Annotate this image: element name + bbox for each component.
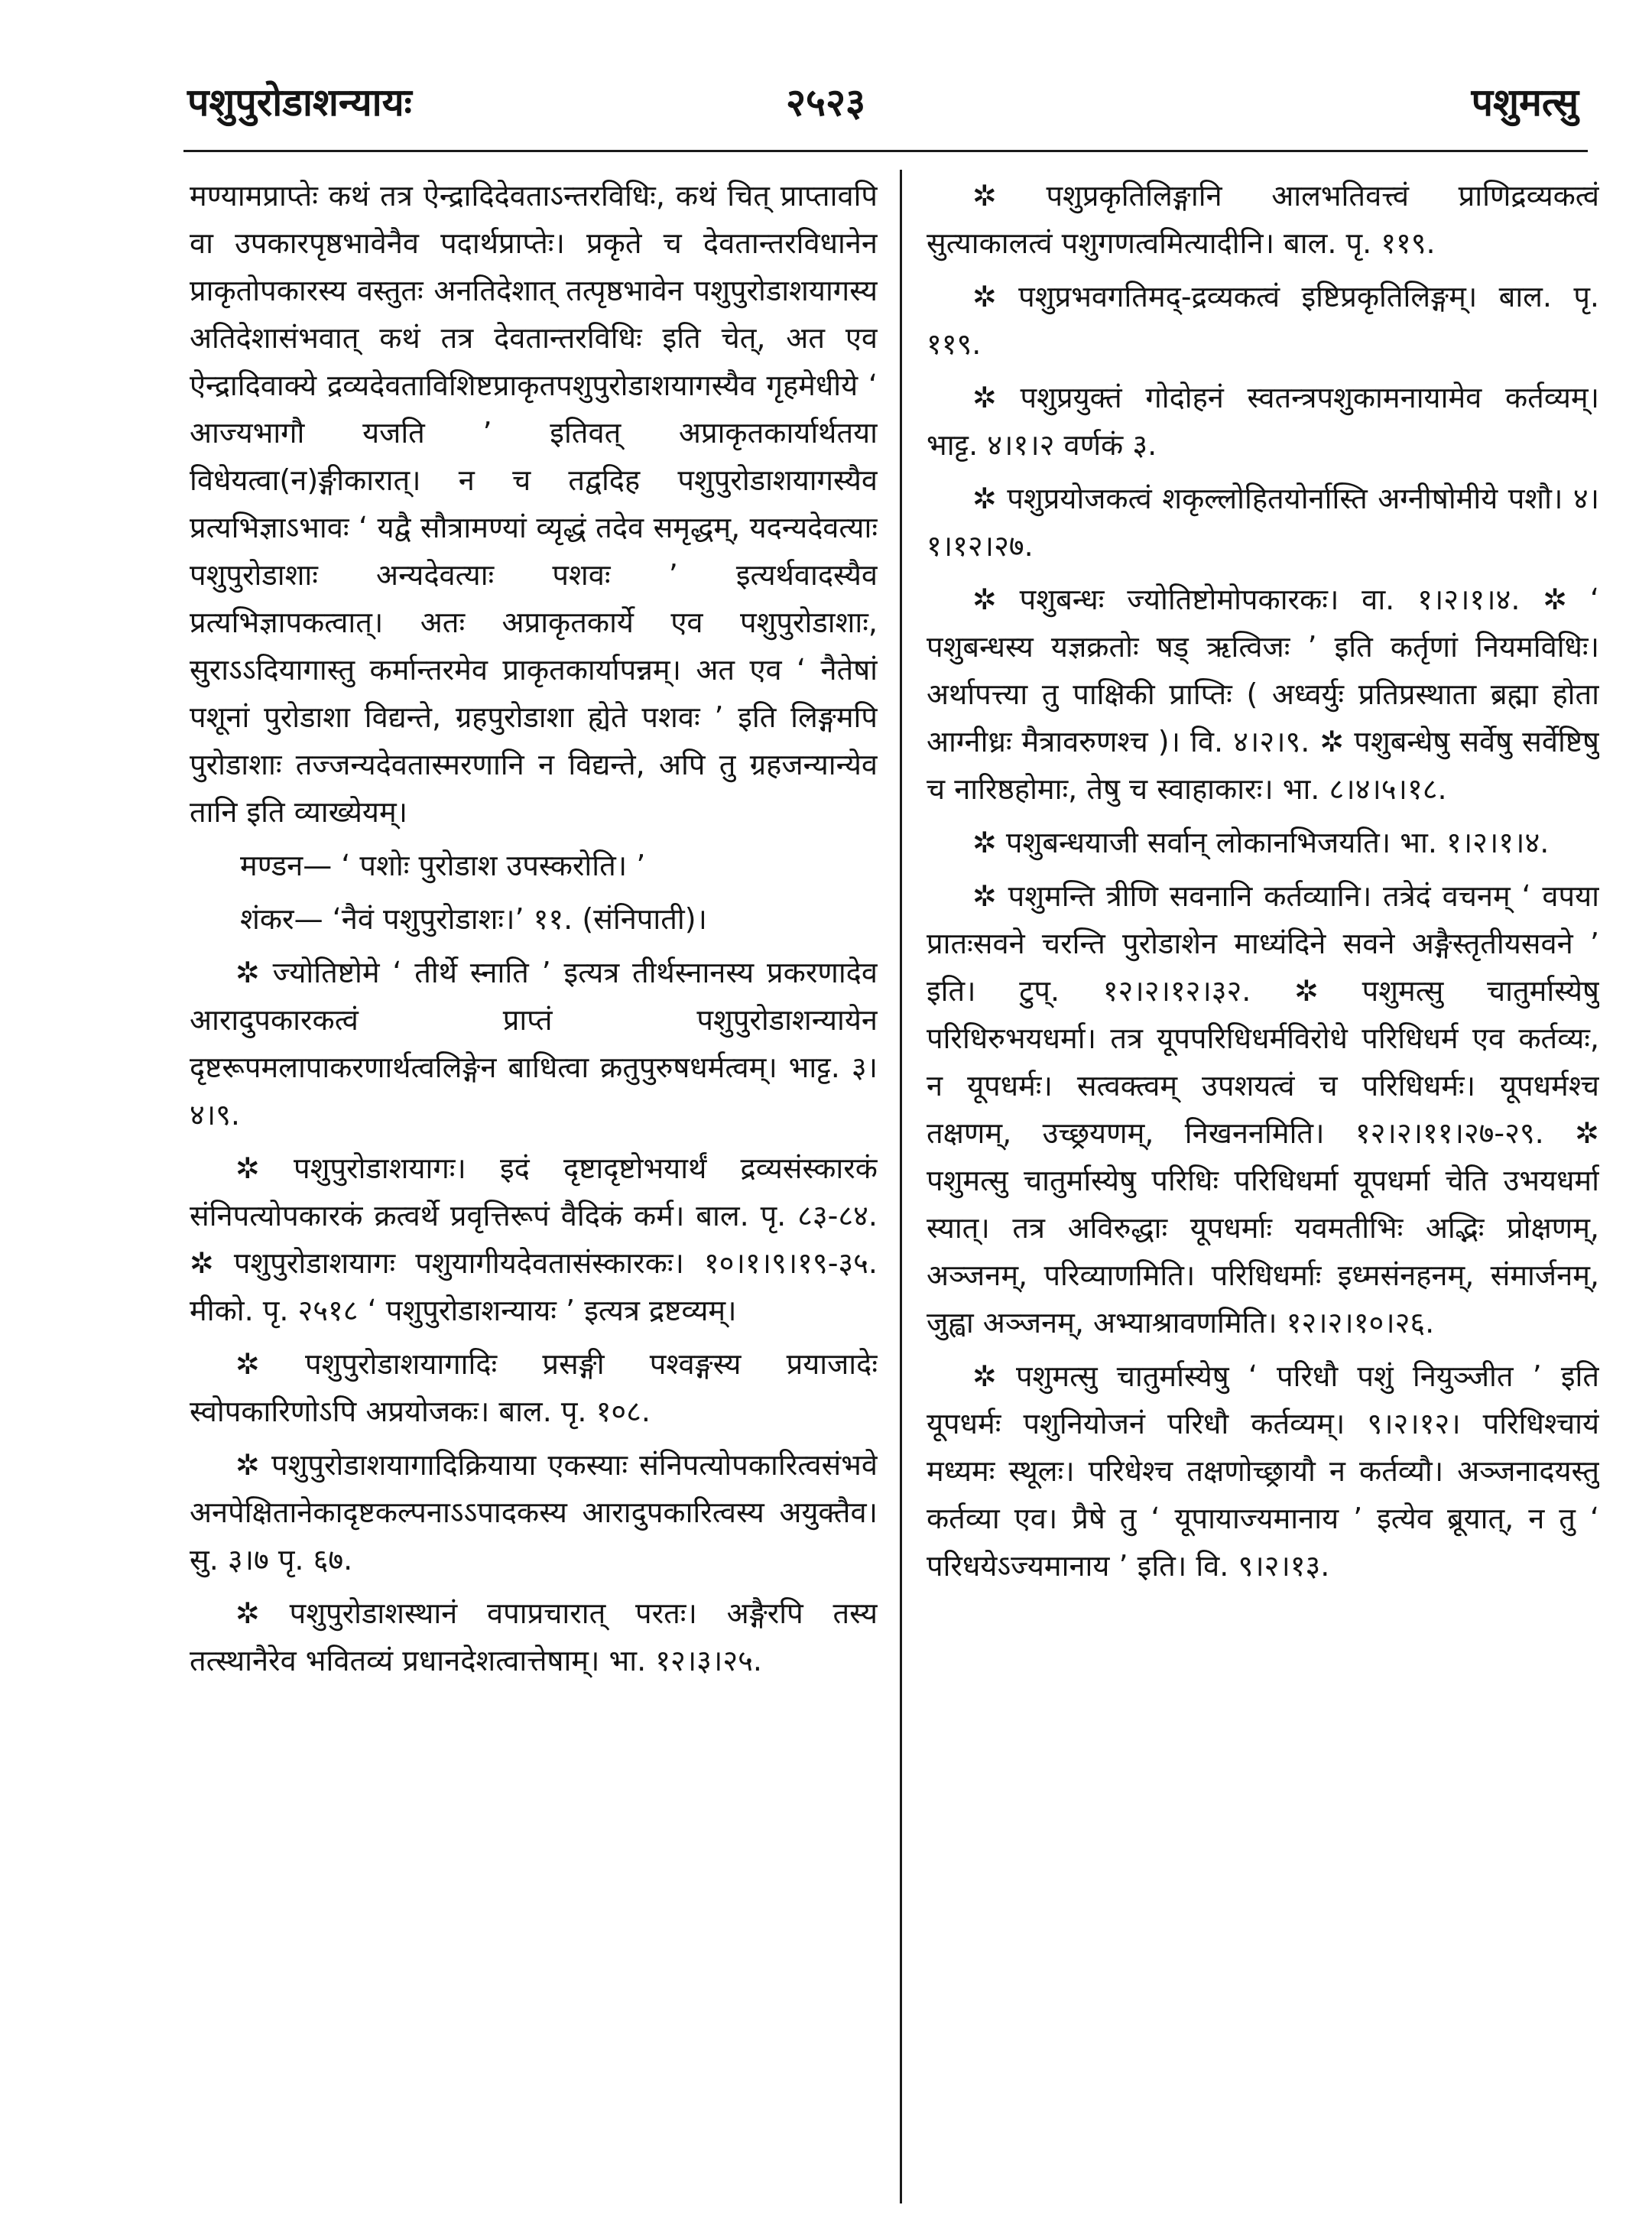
page-number: २५२३: [786, 80, 865, 125]
entry: ✲ पशुपुरोडाशयागादिक्रियाया एकस्याः संनिपत्योपकारित्वसंभवे अनपेक्षितानेकादृष्टकल्पनाऽऽपादकस्य आरादुपकारित्वस्य अयुक्तैव। सु. ३।७ पृ. ६७.: [190, 1448, 878, 1577]
right-column: [927, 172, 1599, 2206]
entry: ✲ पशुपुरोडाशस्थानं वपाप्रचारात् परतः। अङ्गैरपि तस्य तत्स्थानैरेव भवितव्यं प्रधानदेशत्वात्तेषाम्। भा. १२।३।२५.: [190, 1596, 878, 1677]
paragraph-shankara: शंकर— ‘नैवं पशुपुरोडाशः।’ ११. (संनिपाती)।: [240, 902, 707, 936]
entry: ✲ पशुप्रयोजकत्वं शकृल्लोहितयोर्नास्ति अग्नीषोमीये पशौ। ४।१।१२।२७.: [927, 482, 1599, 563]
left-column: [190, 172, 878, 2206]
paragraph: मण्यामप्राप्तेः कथं तत्र ऐन्द्रादिदेवताऽन्तरविधिः, कथं चित् प्राप्तावपि वा उपकारपृष्ठभावेनैव पदार्थप्राप्तेः। प्रकृते च देवतान्तरविधानेन प्राकृतोपकारस्य वस्तुतः अनतिदेशात् तत्पृष्ठभावेन पशुपुरोडाशयागस्य अतिदेशासंभवात् कथं तत्र देवतान्तरविधिः इति चेत्, अत एव ऐन्द्रादिवाक्ये द्रव्यदेवताविशिष्टप्राकृतपशुपुरोडाशयागस्यैव गृहमेधीये ‘ आज्यभागौ यजति ’ इतिवत् अप्राकृतकार्यार्थतया विधेयत्वा(न)ङ्गीकारात्। न च तद्वदिह पशुपुरोडाशयागस्यैव प्रत्यभिज्ञाऽभावः ‘ यद्वै सौत्रामण्यां व्यृद्धं तदेव समृद्धम्, यदन्यदेवत्याः पशुपुरोडाशाः अन्यदेवत्याः पशवः ’ इत्यर्थवादस्यैव प्रत्यभिज्ञापकत्वात्। अतः अप्राकृतकार्ये एव पशुपुरोडाशाः, सुराऽऽदियागास्तु कर्मान्तरमेव प्राकृतकार्यापन्नम्। अत एव ‘ नैतेषां पशूनां पुरोडाशा विद्यन्ते, ग्रहपुरोडाशा ह्येते पशवः ’ इति लिङ्गमपि पुरोडाशाः तज्जन्यदेवतास्मरणानि न विद्यन्ते, अपि तु ग्रहजन्यान्येव तानि इति व्याख्येयम्।: [190, 179, 878, 829]
header-rule: [183, 150, 1588, 152]
entry: ✲ पशुमत्सु चातुर्मास्येषु ‘ परिधौ पशुं नियुञ्जीत ’ इति यूपधर्मः पशुनियोजनं परिधौ कर्तव्यम्। ९।२।१२। परिधिश्चायं मध्यमः स्थूलः। परिधेश्च तक्षणोच्छ्रायौ न कर्तव्यौ। अञ्जनादयस्तु कर्तव्या एव। प्रैषे तु ‘ यूपायाज्यमानाय ’ इत्येव ब्रूयात्, न तु ‘ परिधयेऽज्यमानाय ’ इति। वि. ९।२।१३.: [927, 1359, 1599, 1583]
entry: ✲ पशुप्रभवगतिमद्-द्रव्यकत्वं इष्टिप्रकृतिलिङ्गम्। बाल. पृ. ११९.: [927, 280, 1599, 361]
entry: ✲ ज्योतिष्टोमे ‘ तीर्थे स्नाति ’ इत्यत्र तीर्थस्नानस्य प्रकरणादेव आरादुपकारकत्वं प्राप्तं पशुपुरोडाशन्यायेन दृष्टरूपमलापाकरणार्थत्वलिङ्गेन बाधित्वा क्रतुपुरुषधर्मत्वम्। भाट्ट. ३।४।९.: [190, 956, 878, 1132]
running-head-right: पशुमत्सु: [1471, 80, 1579, 125]
paragraph-mandana: मण्डन— ‘ पशोः पुरोडाश उपस्करोति। ’: [240, 849, 646, 882]
running-head-left: पशुपुरोडाशन्यायः: [187, 80, 412, 125]
entry: ✲ पशुबन्धः ज्योतिष्टोमोपकारकः। वा. १।२।१।४. ✲ ‘ पशुबन्धस्य यज्ञक्रतोः षड् ऋत्विजः ’ इति कर्तृणां नियमविधिः। अर्थापत्त्या तु पाक्षिकी प्राप्तिः ( अध्वर्युः प्रतिप्रस्थाता ब्रह्मा होता आग्नीध्रः मैत्रावरुणश्च )। वि. ४।२।९. ✲ पशुबन्धेषु सर्वेषु सर्वेष्टिषु च नारिष्ठहोमाः, तेषु च स्वाहाकारः। भा. ८।४।५।१८.: [927, 583, 1599, 806]
entry: ✲ पशुबन्धयाजी सर्वान् लोकानभिजयति। भा. १।२।१।४.: [972, 826, 1550, 859]
entry: ✲ पशुप्रयुक्तं गोदोहनं स्वतन्त्रपशुकामनायामेव कर्तव्यम्। भाट्ट. ४।१।२ वर्णकं ३.: [927, 381, 1599, 462]
entry: ✲ पशुप्रकृतिलिङ्गानि आलभतिवत्त्वं प्राणिद्रव्यकत्वं सुत्याकालत्वं पशुगणत्वमित्यादीनि। बाल. पृ. ११९.: [927, 179, 1599, 260]
column-divider: [900, 170, 902, 2203]
entry: ✲ पशुपुरोडाशयागः। इदं दृष्टादृष्टोभयार्थं द्रव्यसंस्कारकं संनिपत्योपकारकं क्रत्वर्थे प्रवृत्तिरूपं वैदिकं कर्म। बाल. पृ. ८३-८४. ✲ पशुपुरोडाशयागः पशुयागीयदेवतासंस्कारकः। १०।१।९।१९-३५. मीको. पृ. २५१८ ‘ पशुपुरोडाशन्यायः ’ इत्यत्र द्रष्टव्यम्।: [190, 1151, 878, 1327]
entry: ✲ पशुपुरोडाशयागादिः प्रसङ्गी पश्वङ्गस्य प्रयाजादेः स्वोपकारिणोऽपि अप्रयोजकः। बाल. पृ. १०८.: [190, 1347, 878, 1428]
entry: ✲ पशुमन्ति त्रीणि सवनानि कर्तव्यानि। तत्रेदं वचनम् ‘ वपया प्रातःसवने चरन्ति पुरोडाशेन माध्यंदिने सवने अङ्गैस्तृतीयसवने ’ इति। टुप्. १२।२।१२।३२. ✲ पशुमत्सु चातुर्मास्येषु परिधिरुभयधर्मा। तत्र यूपपरिधिधर्मविरोधे परिधिधर्म एव कर्तव्यः, न यूपधर्मः। सत्वक्त्वम् उपशयत्वं च परिधिधर्मः। यूपधर्मश्च तक्षणम्, उच्छ्रयणम्, निखननमिति। १२।२।११।२७-२९. ✲ पशुमत्सु चातुर्मास्येषु परिधिः परिधिधर्मा यूपधर्मा चेति उभयधर्मा स्यात्। तत्र अविरुद्धाः यूपधर्माः यवमतीभिः अद्भिः प्रोक्षणम्, अञ्जनम्, परिव्याणमिति। परिधिधर्माः इध्मसंनहनम्, संमार्जनम्, जुह्वा अञ्जनम्, अभ्याश्रावणमिति। १२।२।१०।२६.: [927, 879, 1599, 1340]
